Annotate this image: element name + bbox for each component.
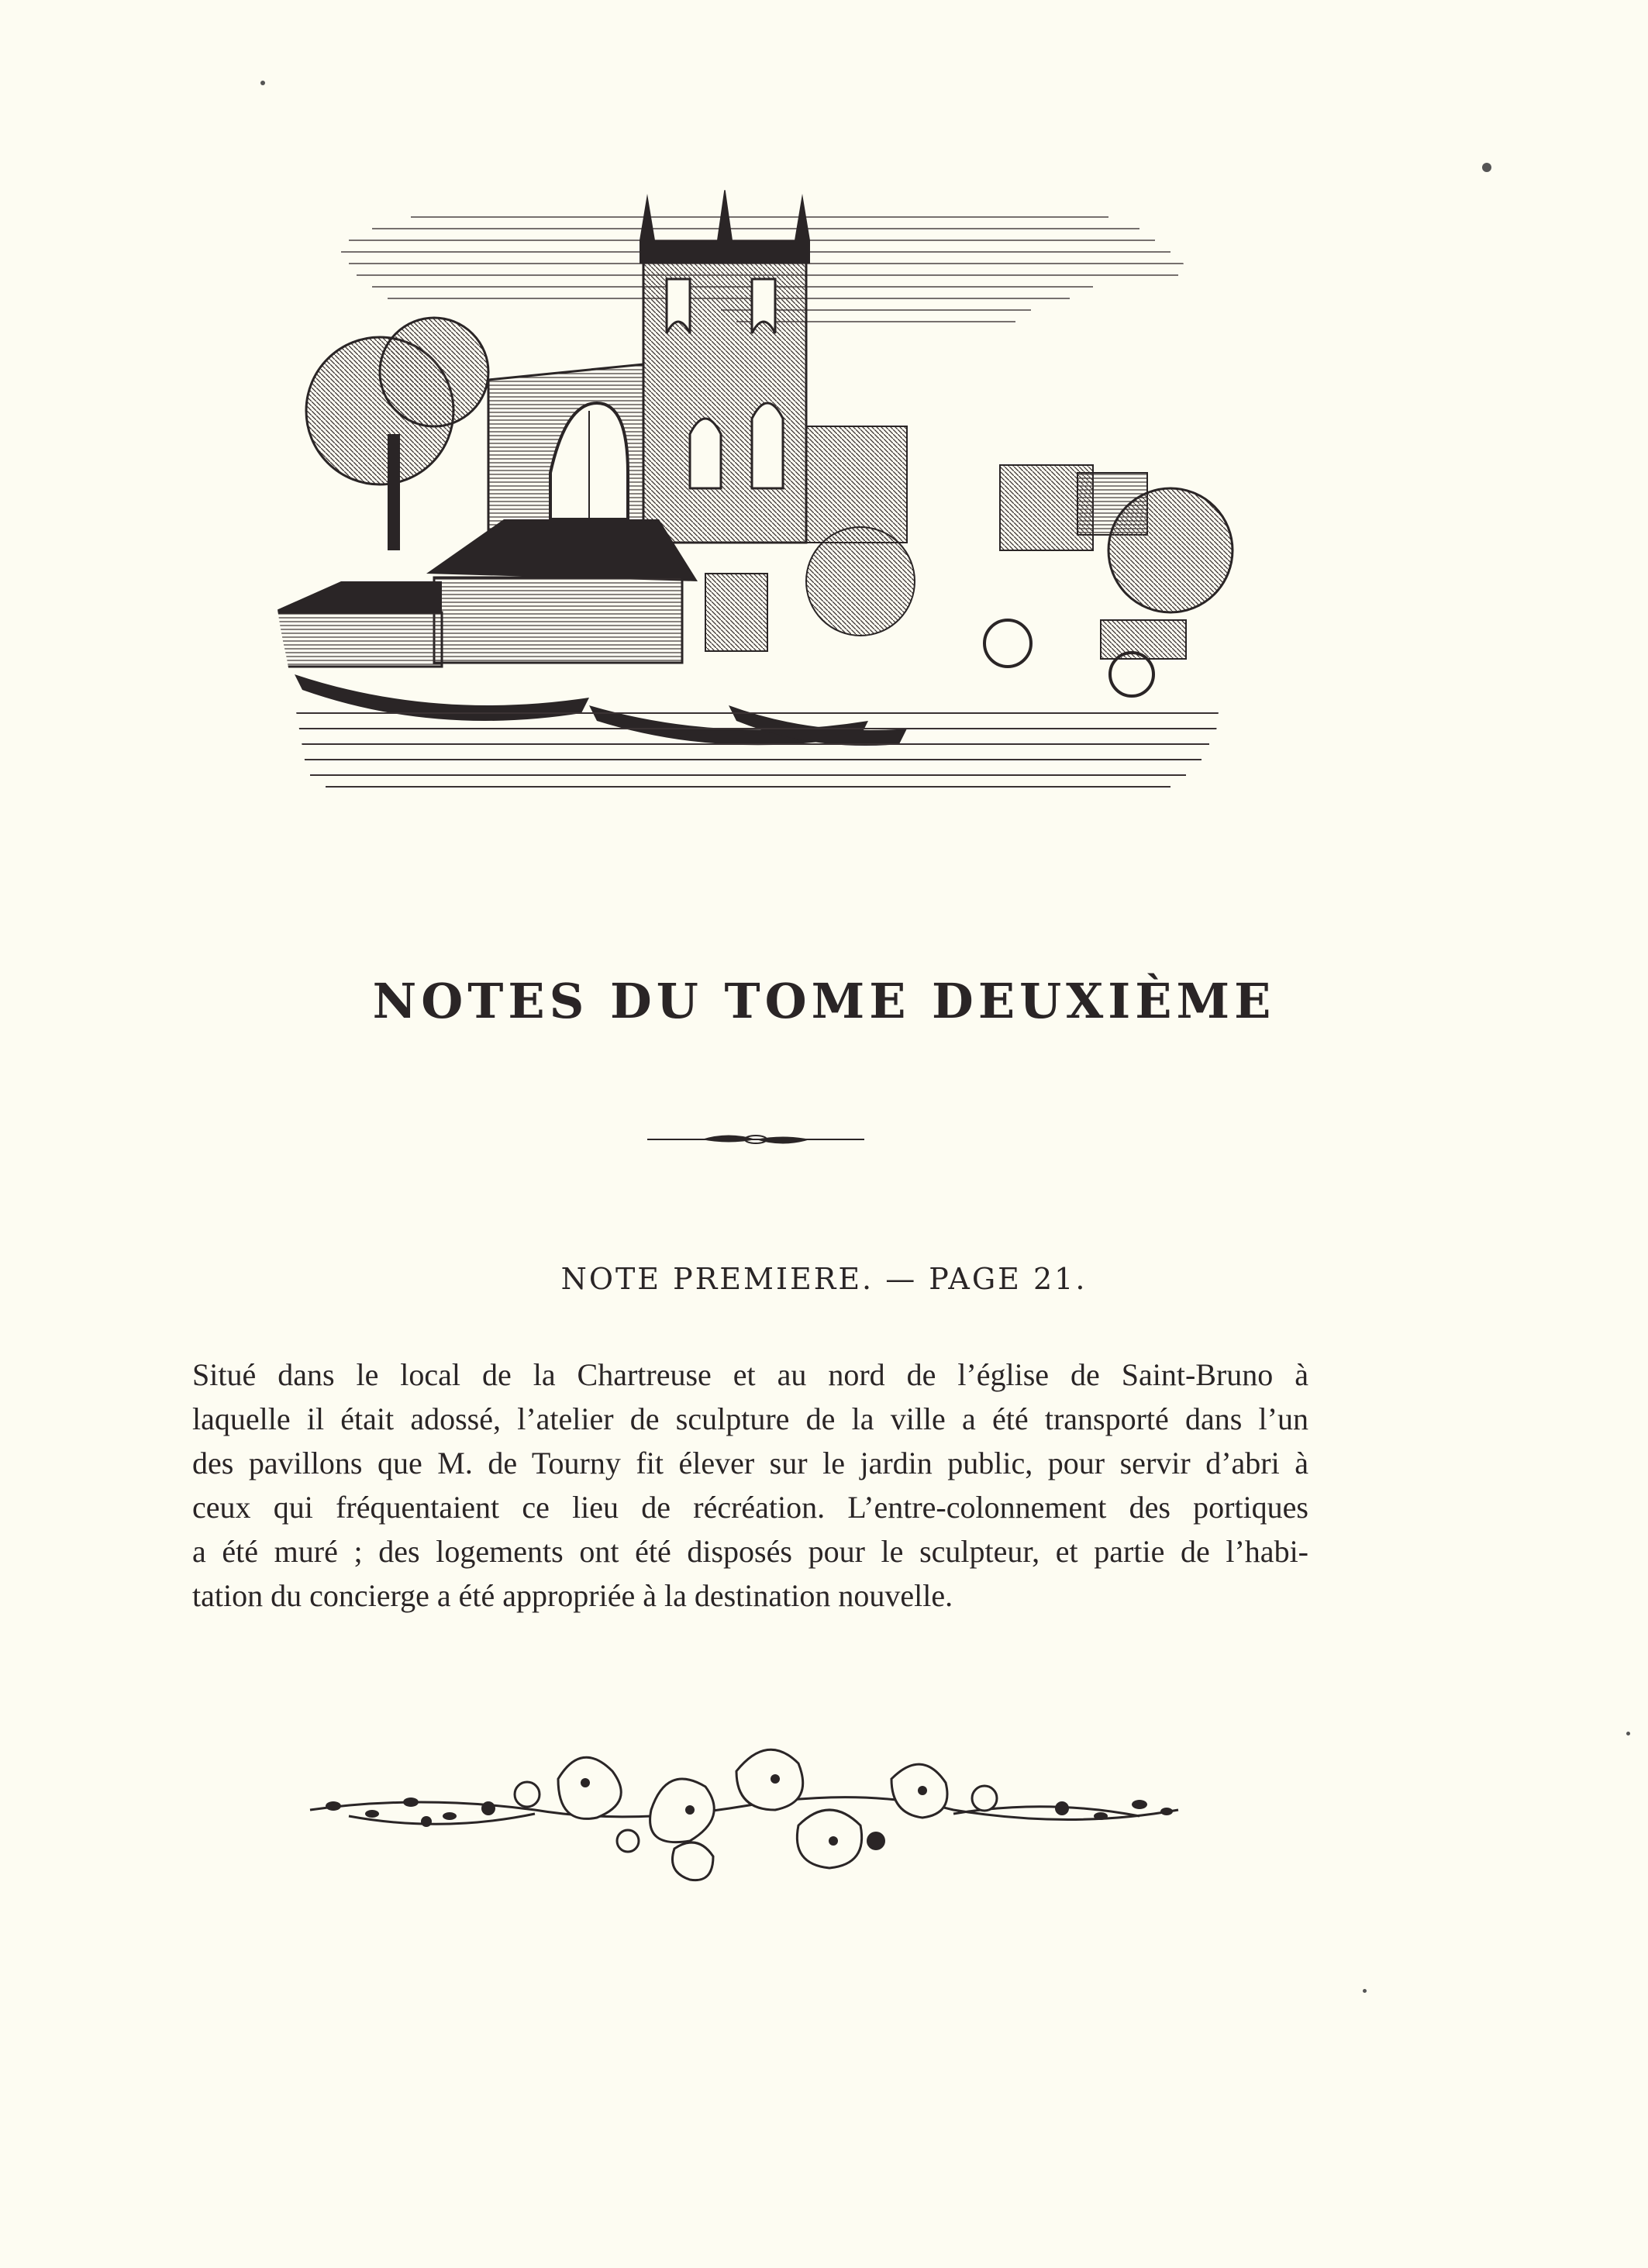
paragraph-line: laquelle il était adossé, l’atelier de sculpture de la ville a été transporté dans l’un xyxy=(192,1401,1308,1436)
floral-garland-icon xyxy=(302,1725,1186,1895)
paragraph-line: Situé dans le local de la Chartreuse et au nord de l’église de Saint-Bruno à xyxy=(192,1357,1308,1392)
paragraph-line: a été muré ; des logements ont été disposés pour le sculpteur, et partie de l’habi- xyxy=(192,1534,1308,1569)
paper-speck xyxy=(1363,1989,1367,1993)
paragraph-line: tation du concierge a été appropriée à la destination nouvelle. xyxy=(192,1578,953,1613)
paragraph-line: des pavillons que M. de Tourny fit élever sur le jardin public, pour servir d’abri à xyxy=(192,1446,1308,1480)
note-paragraph xyxy=(192,1353,1308,1618)
note-heading: NOTE PREMIERE. — PAGE 21. xyxy=(560,1262,1088,1296)
paper-speck xyxy=(1626,1732,1630,1735)
ornamental-rule-icon xyxy=(647,1128,864,1151)
paper-speck xyxy=(260,81,265,85)
page-title: NOTES DU TOME DEUXIÈME xyxy=(372,973,1276,1029)
paper-speck xyxy=(1482,163,1491,172)
paragraph-line: ceux qui fréquentaient ce lieu de récréation. L’entre-colonnement des portiques xyxy=(192,1490,1308,1525)
church-engraving-icon xyxy=(256,178,1264,814)
